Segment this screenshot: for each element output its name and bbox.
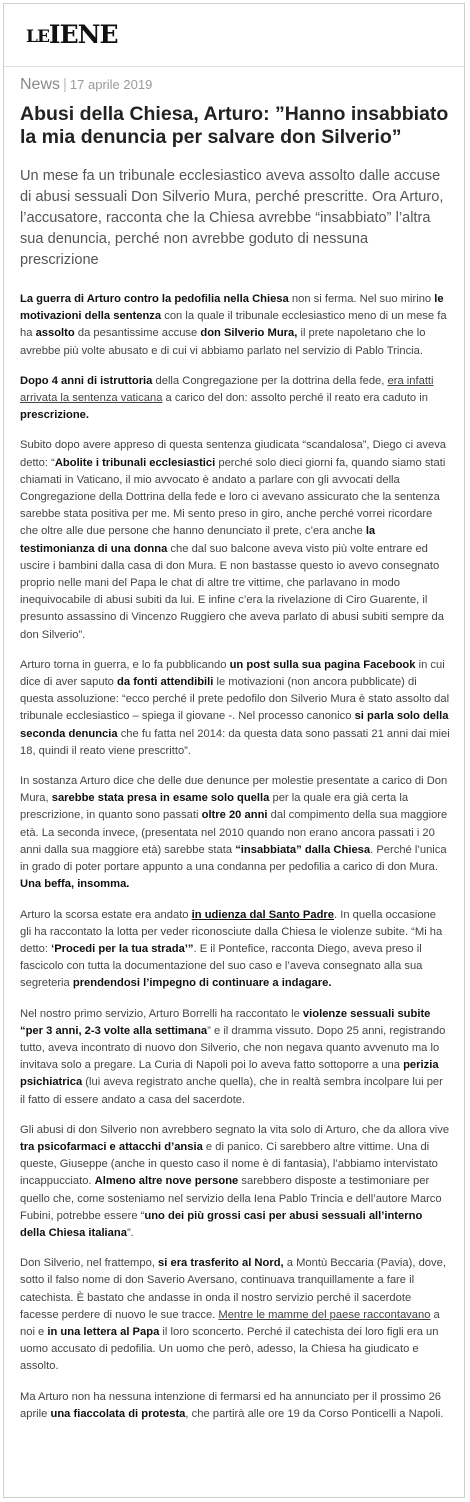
bold-text: “insabbiata” dalla Chiesa: [235, 843, 371, 856]
bold-text: da fonti attendibili: [117, 676, 214, 689]
bold-text: si parla solo della seconda denuncia: [20, 710, 449, 740]
text-run: per la quale era già certa la prescrizione, in quanto sono passati: [20, 792, 409, 822]
article-paragraph: [20, 1389, 450, 1423]
article-paragraph: [20, 657, 450, 760]
inline-link[interactable]: Mentre le mamme del paese raccontavano: [218, 1308, 431, 1321]
article-paragraph: [20, 437, 450, 643]
bold-text: prendendosi l’impegno di continuare a indagare.: [72, 977, 332, 990]
text-run: da pesantissime accuse: [74, 327, 201, 340]
bold-text: uno dei più grossi casi per abusi sessuali all’interno della Chiesa italiana: [20, 1209, 423, 1239]
text-run: (lui aveva registrato anche quella), che in realtà sembra incolpare lui per il fatto di essere andato a casa del sacerdote.: [20, 1076, 443, 1106]
text-run: sarebbero disposte a testimoniare per quello che, come sosteniamo nel servizio della Iena Pablo Trincia e dell’autore Marco Fubini, potrebbe essere “: [20, 1175, 442, 1222]
article-body: [20, 291, 450, 1423]
logo-iene: IENE: [48, 20, 118, 49]
text-run: Nel nostro primo servizio, Arturo Borrelli ha raccontato le: [20, 1007, 303, 1020]
text-run: Ma Arturo non ha nessuna intenzione di fermarsi ed ha annunciato per il prossimo 26 aprile: [20, 1390, 442, 1420]
bold-text: Almeno altre nove persone: [94, 1175, 239, 1188]
text-run: il loro sconcerto. Perché il catechista dei loro figli era un uomo accusato di pedofilia. Un uomo che però, adesso, la Chiesa ha giudicato e assolto.: [20, 1325, 439, 1373]
article-category[interactable]: News: [20, 76, 61, 93]
text-run: dal compimento della sua maggiore età. La seconda invece, (presentata nel 2010 quando non erano ancora passati i 20 anni dalla sua maggiore età) sarebbe stata: [20, 809, 448, 856]
text-run: le motivazioni (non ancora pubblicate) di questa assoluzione: “ecco perché il prete pedofilo don Silverio Mura è stato assolto dal tribunale ecclesiastico – spiega il giovane -. Nel processo canonico: [20, 676, 450, 723]
bold-text: si era trasferito al Nord,: [158, 1257, 284, 1270]
text-run: Arturo torna in guerra, e lo fa pubblicando: [20, 658, 230, 671]
text-run: perché solo dieci giorni fa, quando siamo stati chiamati in Vaticano, il mio avvocato è andato a parlare con gli avvocati della Congregazione della Dottrina della fede e loro ci avevano assicurato che la sentenza sarebbe stata positiva per me. Mi sento preso in giro, anche perché vorrei ricordare che oltre alle due persone che hanno denunciato il prete, c’era anche: [20, 456, 446, 538]
text-run: e di panico. Ci sarebbero altre vittime. Una di queste, Giuseppe (anche in questo caso il nome è di fantasia), l’abbiamo intervistato incappucciato.: [20, 1140, 438, 1188]
bold-text: un post sulla sua pagina Facebook: [229, 658, 416, 671]
bold-text: assolto: [35, 327, 75, 340]
site-logo[interactable]: [26, 22, 118, 47]
text-run: a noi e: [20, 1308, 440, 1338]
bold-text: Dopo 4 anni di istruttoria: [20, 374, 153, 387]
bold-text: una fiaccolata di protesta: [50, 1407, 186, 1420]
text-run: . In quella occasione gli ha raccontato la lotta per veder riconosciute dalla Chiesa le violenze subite. “Mi ha detto:: [20, 908, 443, 955]
text-run: Arturo la scorsa estate era andato: [20, 908, 192, 921]
article: [4, 76, 464, 1423]
bold-text: La guerra di Arturo contro la pedofilia nella Chiesa: [20, 293, 289, 305]
bold-text: don Silverio Mura,: [200, 327, 298, 340]
bold-text: sarebbe stata presa in esame solo quella: [51, 792, 270, 805]
bold-text: prescrizione.: [20, 409, 90, 422]
bold-text: tra psicofarmaci e attacchi d’ansia: [20, 1140, 203, 1153]
article-paragraph: [20, 373, 450, 425]
bold-text: ‘Procedi per la tua strada’”: [51, 942, 194, 955]
text-run: della Congregazione per la dottrina della fede,: [152, 374, 388, 387]
text-run: Subito dopo avere appreso di questa sentenza giudicata “scandalosa”, Diego ci aveva detto: “: [20, 439, 447, 469]
page-frame: [3, 3, 465, 1498]
text-run: il prete napoletano che lo avrebbe più volte abusato e di cui vi abbiamo parlato nel servizio di Pablo Trincia.: [20, 327, 426, 357]
text-run: in cui dice di aver saputo: [20, 658, 445, 689]
inline-link[interactable]: in udienza dal Santo Padre: [191, 908, 334, 921]
bold-text: perizia psichiatrica: [20, 1059, 439, 1089]
text-run: a carico del don: assolto perché il reato era caduto in: [162, 392, 428, 405]
article-title: Abusi della Chiesa, Arturo: ”Hanno insabbiato la mia denuncia per salvare don Silverio”: [20, 103, 449, 148]
article-paragraph: [20, 1006, 450, 1109]
text-run: Don Silverio, nel frattempo,: [20, 1257, 159, 1270]
article-meta: [20, 76, 450, 94]
text-run: In sostanza Arturo dice che delle due denunce per molestie presentate a carico di Don Mura,: [20, 775, 448, 805]
text-run: che fu fatta nel 2014: da questa data sono passati 21 anni dai miei 18, quindi il reato viene prescritto”.: [20, 727, 450, 757]
text-run: . E il Pontefice, racconta Diego, aveva preso il fascicolo con tutta la documentazione del suo caso e l’aveva consegnato alla sua segreteria: [20, 942, 423, 990]
bold-text: Abolite i tribunali ecclesiastici: [54, 456, 216, 469]
article-paragraph: [20, 291, 450, 360]
article-date: 17 aprile 2019: [69, 77, 153, 92]
text-run: che dal suo balcone aveva visto più volte entrare ed uscire i bambini dalla casa di don Mura. E non bastasse questo io avevo consegnato proprio nelle mani del Papa le chat di altre tre vittime, che parlavano in modo inequivocabile di abusi subiti da lui. E infine c’era la rivelazione di Ciro Guarente, il presunto assassino di Vincenzo Ruggiero che aveva parlato di abusi subiti sempre da don Silverio”.: [20, 542, 444, 641]
article-paragraph: [20, 1255, 450, 1375]
logo-le: LE: [26, 27, 49, 47]
article-subtitle: Un mese fa un tribunale ecclesiastico aveva assolto dalle accuse di abusi sessuali Don Silverio Mura, perché prescritte. Ora Arturo, l’accusatore, racconta che la Chiesa avrebbe “insabbiato” l’altra sua denuncia, perché non avrebbe goduto di nessuna prescrizione: [20, 168, 444, 268]
text-run: a Montù Beccaria (Pavia), dove, sotto il falso nome di don Saverio Aversano, continuava tranquillamente a fare il catechista. È bastato che andasse in onda il nostro servizio perché il sacerdote facesse perdere di nuovo le sue tracce.: [20, 1257, 446, 1321]
text-run: con la quale il tribunale ecclesiastico meno di un mese fa ha: [20, 310, 447, 340]
text-run: , che partirà alle ore 19 da Corso Ponticelli a Napoli.: [185, 1407, 444, 1420]
bold-text: in una lettera al Papa: [47, 1325, 160, 1338]
site-header: [4, 4, 464, 67]
bold-text: la testimonianza di una donna: [20, 525, 376, 555]
article-paragraph: [20, 773, 450, 893]
text-run: Gli abusi di don Silverio non avrebbero segnato la vita solo di Arturo, che da allora vive: [20, 1123, 450, 1136]
article-paragraph: [20, 907, 450, 993]
bold-text: oltre 20 anni: [201, 809, 268, 822]
text-run: ”.: [126, 1226, 134, 1239]
text-run: . Perché l’unica in grado di poter portare appunto a una condanna per pedofilia a carico di don Mura.: [20, 843, 447, 874]
bold-text: le motivazioni della sentenza: [20, 293, 444, 323]
meta-separator: |: [63, 76, 67, 93]
bold-text: violenze sessuali subite “per 3 anni, 2-3 volte alla settimana: [20, 1007, 431, 1037]
inline-link[interactable]: era infatti arrivata la sentenza vaticana: [20, 374, 434, 405]
text-run: non si ferma. Nel suo mirino: [288, 293, 435, 305]
bold-text: Una beffa, insomma.: [20, 878, 130, 891]
text-run: ” e il dramma vissuto. Dopo 25 anni, registrando tutto, aveva incontrato di nuovo don Silverio, che non negava quanto avvenuto ma lo invitava solo a pregare. La Curia di Napoli poi lo aveva fatto sottoporre a una: [20, 1024, 446, 1072]
article-paragraph: [20, 1122, 450, 1242]
